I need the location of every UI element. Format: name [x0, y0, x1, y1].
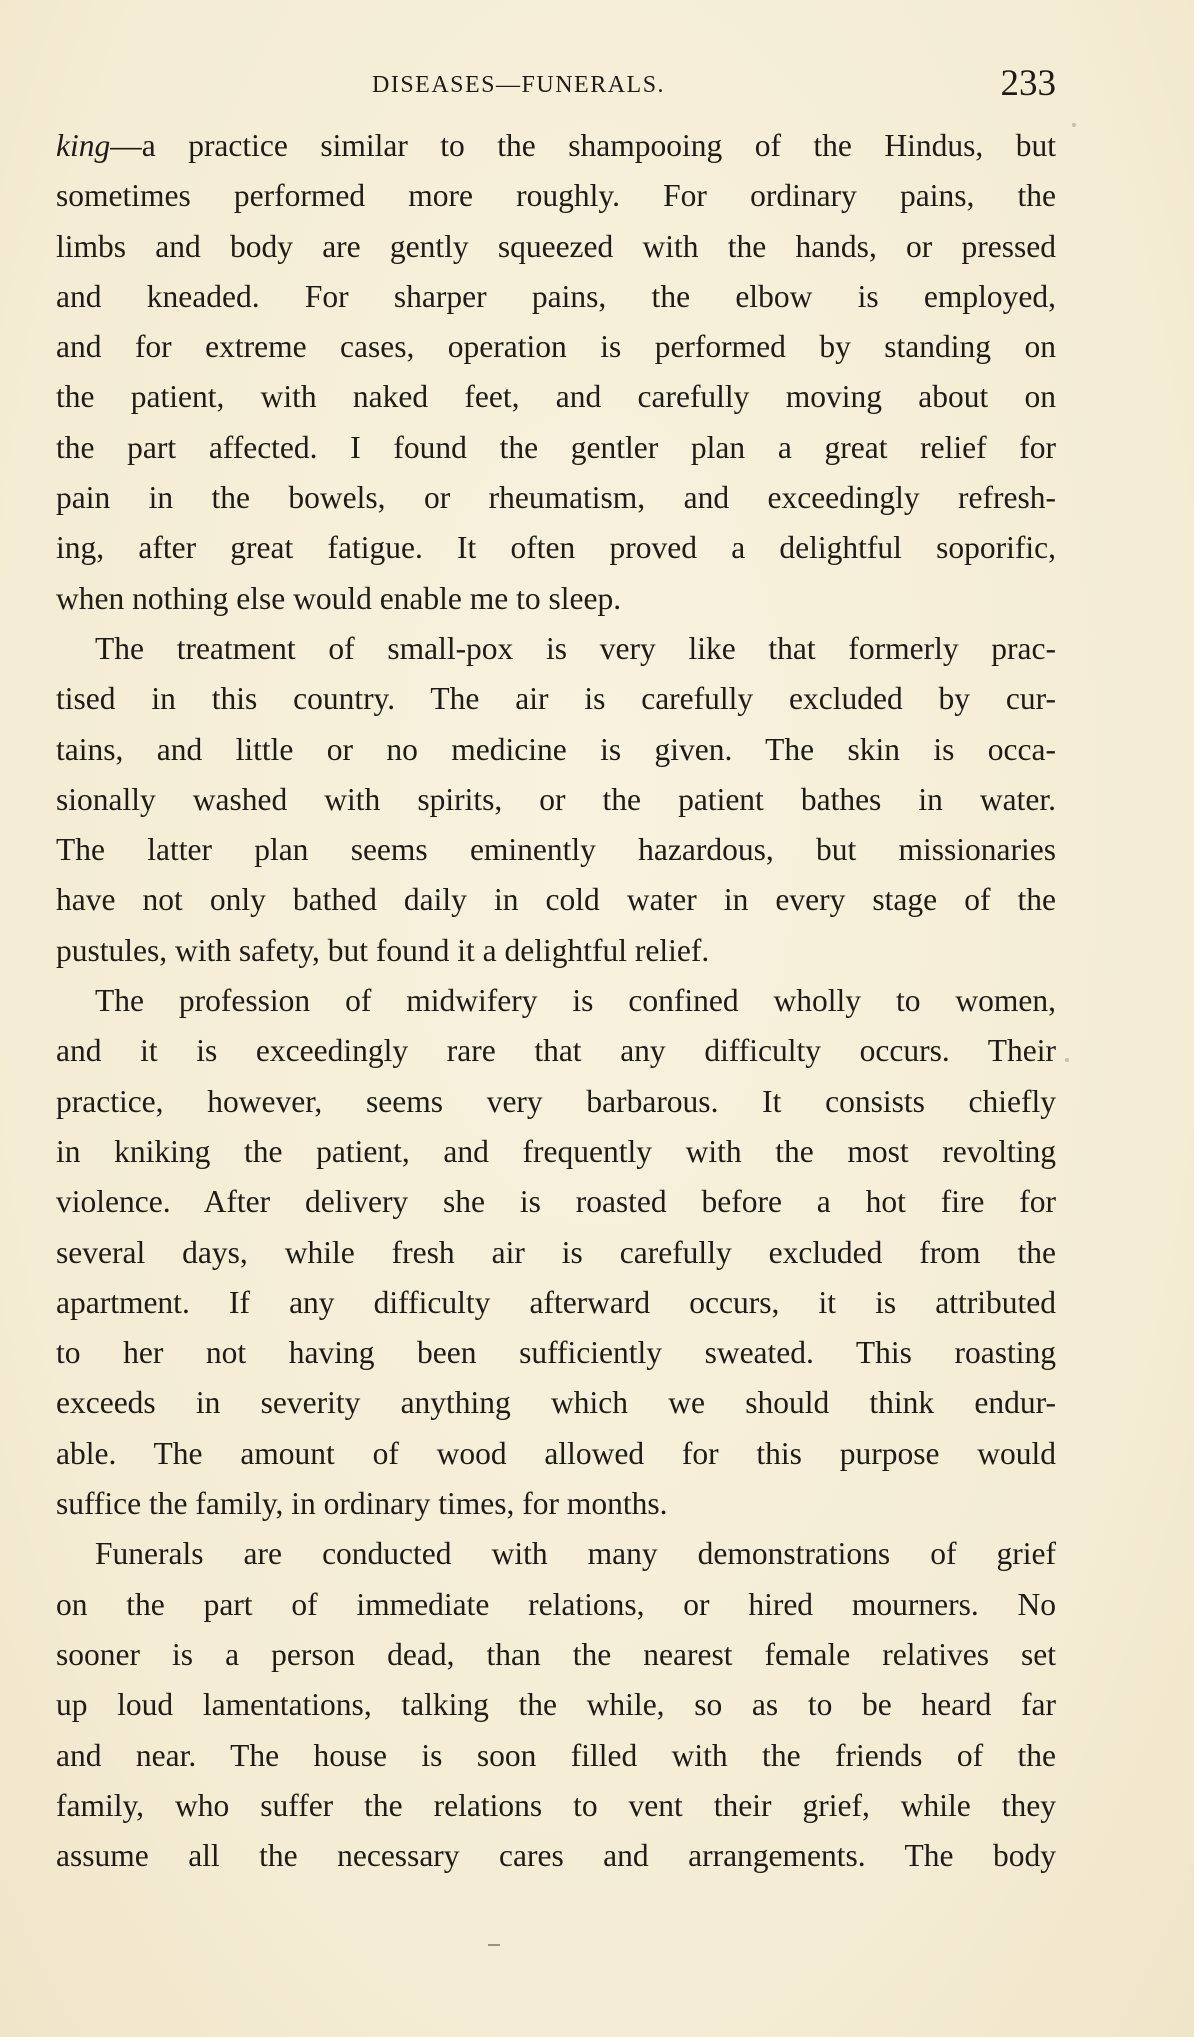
paragraph-first-line: The treatment of small-pox is very like that formerly prac- [95, 630, 1056, 666]
text-line: when nothing else would enable me to sleep. [56, 580, 622, 616]
text-line: several days, while fresh air is carefully excluded from the [56, 1234, 1056, 1270]
text-line: suffice the family, in ordinary times, for months. [56, 1486, 668, 1522]
text-line: up loud lamentations, talking the while, so as to be heard far [56, 1687, 1056, 1723]
line-text: —a practice similar to the shampooing of the Hindus, but [110, 128, 1056, 163]
body-text [56, 121, 1056, 1881]
text-line: family, who suffer the relations to vent their grief, while they [56, 1787, 1056, 1823]
text-line: the patient, with naked feet, and carefully moving about on [56, 379, 1056, 415]
text-line: sometimes performed more roughly. For ordinary pains, the [56, 178, 1056, 214]
text-line: violence. After delivery she is roasted before a hot fire for [56, 1184, 1056, 1220]
page-number: 233 [1000, 63, 1056, 104]
text-line: sionally washed with spirits, or the patient bathes in water. [56, 781, 1056, 817]
text-line: The latter plan seems eminently hazardous, but missionaries [56, 832, 1056, 868]
text-line: practice, however, seems very barbarous. It consists chiefly [56, 1083, 1056, 1119]
text-line: assume all the necessary cares and arrangements. The body [56, 1838, 1056, 1874]
text-line: and kneaded. For sharper pains, the elbow is employed, [56, 278, 1056, 314]
text-line: tised in this country. The air is carefully excluded by cur- [56, 681, 1056, 717]
running-title: DISEASES—FUNERALS. [372, 72, 666, 98]
italic-fragment: king [56, 128, 111, 163]
text-line: and for extreme cases, operation is performed by standing on [56, 329, 1056, 365]
text-line: the part affected. I found the gentler plan a great relief for [56, 429, 1056, 465]
printer-mark [488, 1944, 500, 1946]
text-line: and it is exceedingly rare that any difficulty occurs. Their [56, 1033, 1056, 1069]
text-line: have not only bathed daily in cold water in every stage of the [56, 882, 1056, 918]
text-line: pustules, with safety, but found it a delightful relief. [56, 932, 710, 968]
text-line: in kniking the patient, and frequently with the most revolting [56, 1133, 1056, 1169]
text-line: to her not having been sufficiently sweated. This roasting [56, 1335, 1056, 1371]
paper-speck [1072, 123, 1076, 127]
paragraph-first-line: Funerals are conducted with many demonstrations of grief [95, 1536, 1056, 1572]
text-line: on the part of immediate relations, or hired mourners. No [56, 1586, 1056, 1622]
text-line: tains, and little or no medicine is given. The skin is occa- [56, 731, 1056, 767]
text-line: apartment. If any difficulty afterward occurs, it is attributed [56, 1284, 1056, 1320]
text-line: limbs and body are gently squeezed with the hands, or pressed [56, 228, 1056, 264]
paragraph-first-line: The profession of midwifery is confined wholly to women, [95, 983, 1056, 1019]
paper-speck [1065, 1058, 1069, 1062]
text-line: sooner is a person dead, than the nearest female relatives set [56, 1636, 1056, 1672]
text-line: able. The amount of wood allowed for this purpose would [56, 1435, 1056, 1471]
text-line [56, 121, 1056, 171]
text-line: exceeds in severity anything which we should think endur- [56, 1385, 1056, 1421]
text-line: pain in the bowels, or rheumatism, and exceedingly refresh- [56, 480, 1056, 516]
text-line: ing, after great fatigue. It often proved a delightful soporific, [56, 530, 1056, 566]
running-head [56, 63, 1056, 112]
text-line: and near. The house is soon filled with the friends of the [56, 1737, 1056, 1773]
